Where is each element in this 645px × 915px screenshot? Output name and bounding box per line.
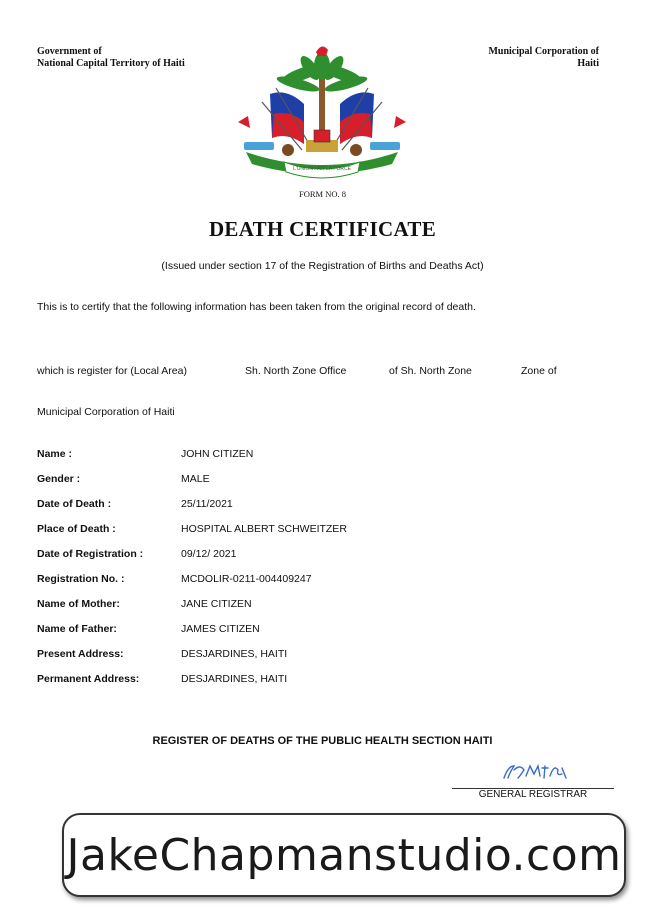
field-label: Name of Mother: — [37, 598, 120, 610]
field-value: DESJARDINES, HAITI — [181, 648, 288, 660]
field-row — [37, 573, 597, 587]
field-label: Date of Registration : — [37, 548, 144, 560]
issued-under-note: (Issued under section 17 of the Registration of Births and Deaths Act) — [161, 260, 484, 272]
field-value: JAMES CITIZEN — [181, 623, 260, 635]
local-area-zone: of Sh. North Zone — [389, 365, 472, 377]
document-title: DEATH CERTIFICATE — [208, 217, 437, 241]
issuer-right-line2: Haiti — [577, 58, 599, 69]
issuer-left-line1: Government of — [37, 46, 102, 57]
field-row — [37, 623, 597, 637]
local-area-office: Sh. North Zone Office — [245, 365, 347, 377]
field-value: DESJARDINES, HAITI — [181, 673, 288, 685]
field-value: 09/12/ 2021 — [181, 548, 237, 560]
field-row — [37, 448, 597, 462]
field-label: Registration No. : — [37, 573, 125, 585]
field-row — [37, 598, 597, 612]
field-row — [37, 648, 597, 662]
local-area-suffix: Zone of — [521, 365, 557, 377]
field-value: JANE CITIZEN — [181, 598, 252, 610]
field-value: HOSPITAL ALBERT SCHWEITZER — [181, 523, 347, 535]
field-label: Gender : — [37, 473, 81, 485]
issuer-right-line1: Municipal Corporation of — [488, 46, 599, 57]
issuer-right — [488, 46, 599, 70]
field-label: Name : — [37, 448, 73, 460]
form-number: FORM NO. 8 — [299, 189, 346, 199]
field-value: MALE — [181, 473, 210, 485]
field-value: JOHN CITIZEN — [181, 448, 254, 460]
municipal-corporation: Municipal Corporation of Haiti — [37, 406, 175, 418]
registrar-signature — [500, 760, 570, 784]
watermark-banner — [62, 813, 626, 897]
field-row — [37, 523, 597, 537]
field-label: Present Address: — [37, 648, 124, 660]
emblem-motto: L'UNION FAIT LA FORCE — [293, 166, 351, 172]
certification-statement: This is to certify that the following information has been taken from the original record of death. — [37, 301, 476, 313]
register-title: REGISTER OF DEATHS OF THE PUBLIC HEALTH SECTION HAITI — [152, 735, 493, 747]
coat-of-arms-emblem — [232, 42, 412, 182]
field-row — [37, 473, 597, 487]
field-value: 25/11/2021 — [181, 498, 233, 510]
local-area-prefix: which is register for (Local Area) — [37, 365, 187, 377]
field-label: Permanent Address: — [37, 673, 140, 685]
field-row — [37, 498, 597, 512]
watermark-text: JakeChapmanstudio.com — [66, 829, 622, 881]
issuer-left-line2: National Capital Territory of Haiti — [37, 58, 185, 69]
field-value: MCDOLIR-0211-004409247 — [181, 573, 312, 585]
field-label: Name of Father: — [37, 623, 117, 635]
issuer-left — [37, 46, 185, 70]
field-row — [37, 548, 597, 562]
registrar-label: GENERAL REGISTRAR — [478, 789, 588, 800]
field-label: Place of Death : — [37, 523, 116, 535]
field-label: Date of Death : — [37, 498, 112, 510]
field-row — [37, 673, 597, 687]
